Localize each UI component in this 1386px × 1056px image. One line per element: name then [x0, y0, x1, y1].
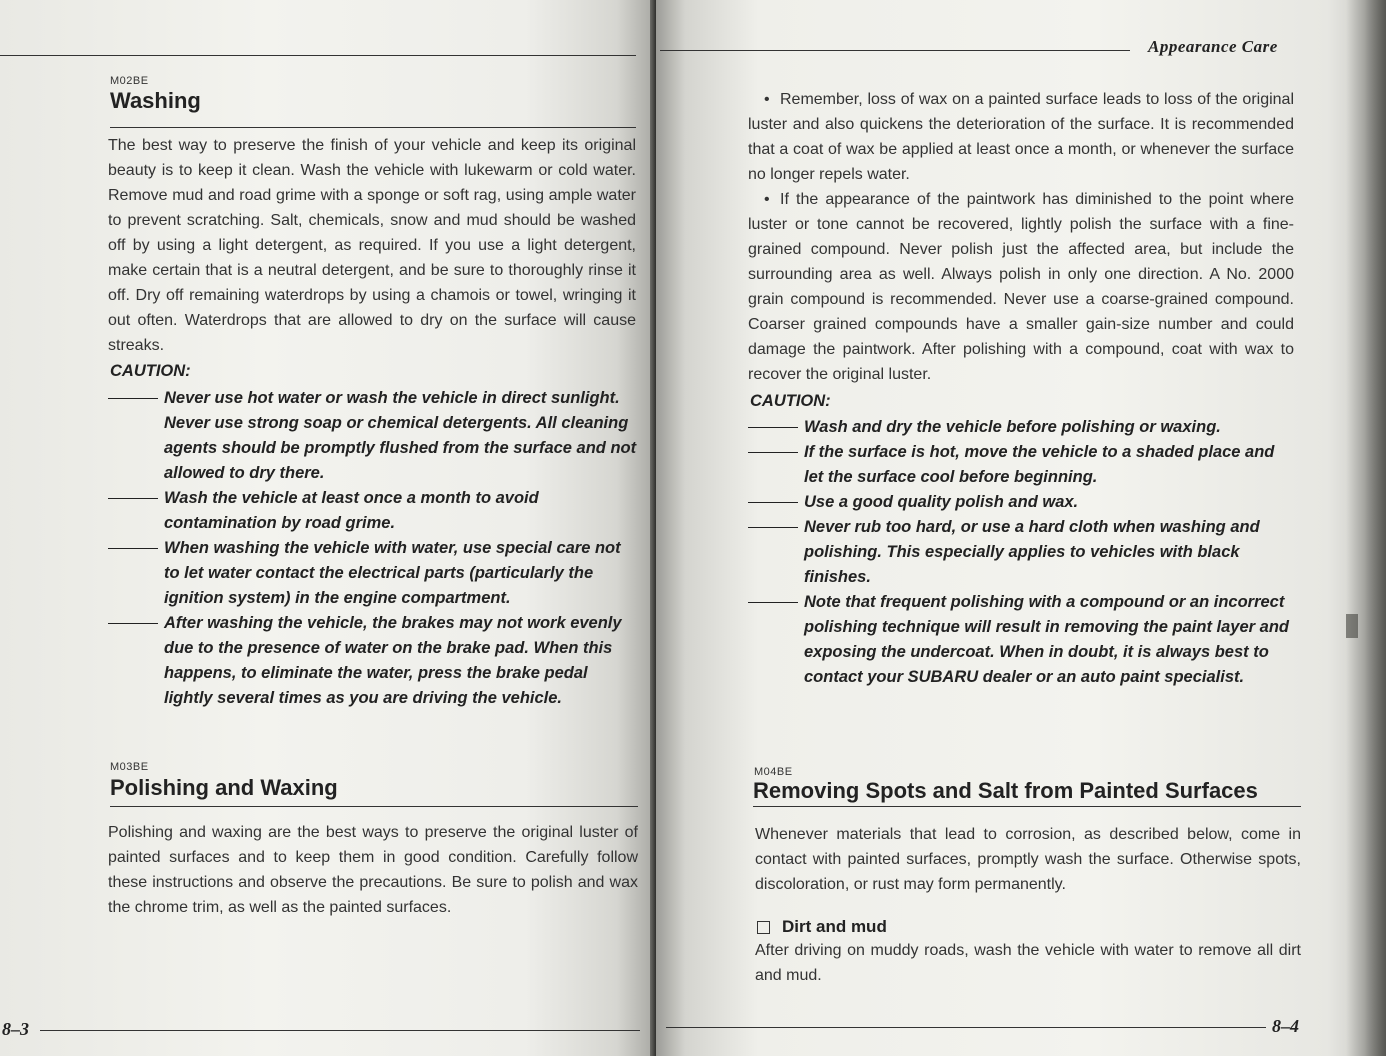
checkbox-icon [757, 921, 770, 934]
section-code: M04BE [754, 766, 793, 778]
caution-list-washing [108, 386, 638, 711]
caution-item: If the surface is hot, move the vehicle to a shaded place and let the surface cool before beginning. [748, 440, 1296, 490]
caution-item: Never use hot water or wash the vehicle in direct sunlight. Never use strong soap or chemical detergents. All cleaning agents should be promptly flushed from the surface and not allowed to dry there. [108, 386, 638, 486]
right-page [656, 0, 1386, 1056]
caution-item: After washing the vehicle, the brakes may not work evenly due to the presence of water on the brake pad. When this happens, to eliminate the water, press the brake pedal lightly several times as you are driving the vehicle. [108, 611, 638, 711]
caution-label: CAUTION: [110, 362, 191, 380]
caution-item: When washing the vehicle with water, use special care not to let water contact the electrical parts (particularly the ignition system) in the engine compartment. [108, 536, 638, 611]
bullet-list [748, 87, 1294, 387]
dash-icon [108, 498, 158, 499]
dash-icon [108, 623, 158, 624]
section-rule [110, 127, 636, 128]
section-code: M03BE [110, 761, 149, 773]
page-edge-shadow [1346, 0, 1386, 1056]
page-number: 8–4 [1272, 1016, 1299, 1036]
bottom-rule [666, 1027, 1266, 1028]
dash-icon [748, 527, 798, 528]
section-rule [753, 806, 1301, 807]
top-rule [660, 50, 1130, 51]
running-header: Appearance Care [1148, 37, 1278, 56]
top-rule [0, 55, 636, 56]
bottom-rule [40, 1030, 640, 1031]
caution-item: Wash and dry the vehicle before polishing or waxing. [748, 415, 1296, 440]
bullet-icon: • [764, 91, 770, 108]
bullet-item: • Remember, loss of wax on a painted surface leads to loss of the original luster and also quickens the deterioration of the surface. It is recommended that a coat of wax be applied at least once a month, or whenever the surface no longer repels water. [748, 87, 1294, 187]
caution-label: CAUTION: [750, 392, 831, 410]
section-title-removing: Removing Spots and Salt from Painted Surfaces [753, 778, 1258, 803]
bullet-item: • If the appearance of the paintwork has diminished to the point where luster or tone cannot be recovered, lightly polish the surface with a fine-grained compound. Never polish just the affected area, but include the surrounding area as well. Always polish in only one direction. A No. 2000 grain compound is recommended. Never use a coarse-grained compound. Coarser grained compounds have a smaller gain-size number and could damage the paintwork. After polishing with a compound, coat with wax to recover the original luster. [748, 187, 1294, 387]
left-page [0, 0, 656, 1056]
polishing-paragraph: Polishing and waxing are the best ways to preserve the original luster of painted surfaces and to keep them in good condition. Carefully follow these instructions and observe the precautions. Be sure to polish and wax the chrome trim, as well as the painted surfaces. [108, 824, 638, 916]
section-code: M02BE [110, 75, 149, 87]
caution-item: Note that frequent polishing with a compound or an incorrect polishing technique will result in removing the paint layer and exposing the undercoat. When in doubt, it is always best to contact your SUBARU dealer or an auto paint specialist. [748, 590, 1296, 690]
dash-icon [748, 502, 798, 503]
removing-paragraph: Whenever materials that lead to corrosion, as described below, come in contact with painted surfaces, promptly wash the surface. Otherwise spots, discoloration, or rust may form permanently. [755, 826, 1301, 893]
caution-list-polishing [748, 415, 1296, 690]
dash-icon [748, 452, 798, 453]
dash-icon [748, 602, 798, 603]
bullet-icon: • [764, 191, 770, 208]
section-title-polishing: Polishing and Waxing [110, 775, 338, 800]
caution-item: Never rub too hard, or use a hard cloth when washing and polishing. This especially applies to vehicles with black finishes. [748, 515, 1296, 590]
section-rule [110, 806, 638, 807]
dirt-mud-paragraph: After driving on muddy roads, wash the vehicle with water to remove all dirt and mud. [755, 942, 1301, 984]
page-number: 8–3 [2, 1019, 29, 1039]
dash-icon [108, 398, 158, 399]
washing-paragraph: The best way to preserve the finish of your vehicle and keep its original beauty is to keep it clean. Wash the vehicle with lukewarm or cold water. Remove mud and road grime with a sponge or soft rag, using ample water to prevent scratching. Salt, chemicals, snow and mud should be washed off by using a light detergent, as required. If you use a light detergent, make certain that is a neutral detergent, and be sure to thoroughly rinse it off. Dry off remaining waterdrops by using a chamois or towel, wringing it out often. Waterdrops that are allowed to dry on the surface will cause streaks. [108, 137, 636, 354]
dash-icon [108, 548, 158, 549]
caution-item: Use a good quality polish and wax. [748, 490, 1296, 515]
caution-item: Wash the vehicle at least once a month to avoid contamination by road grime. [108, 486, 638, 536]
subhead-dirt-and-mud: Dirt and mud [757, 917, 887, 937]
section-title-washing: Washing [110, 88, 201, 113]
dash-icon [748, 427, 798, 428]
